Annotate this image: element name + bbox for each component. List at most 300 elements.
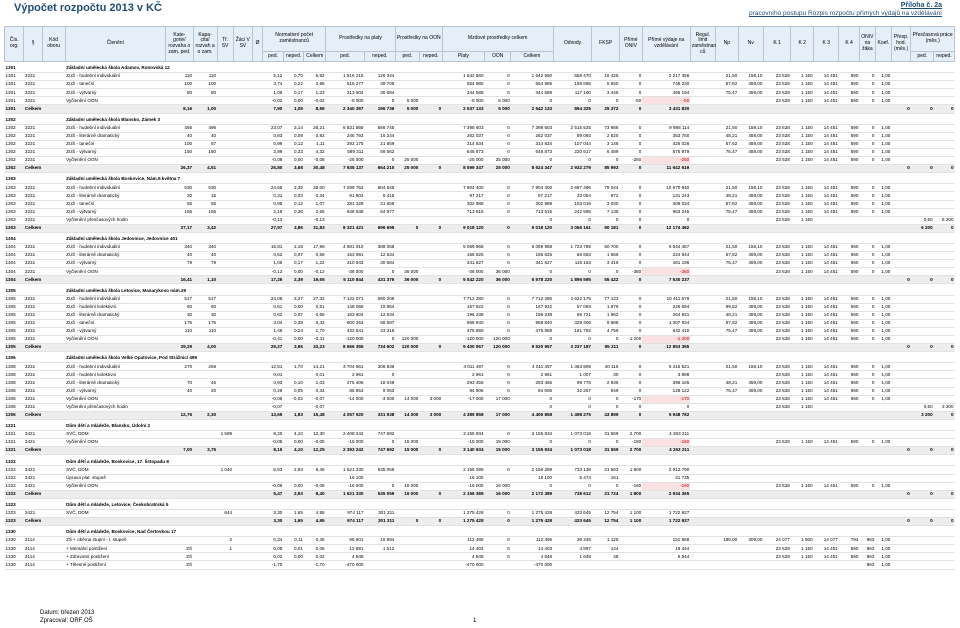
table-cell: 17,26	[263, 276, 284, 284]
table-cell	[364, 117, 395, 125]
table-cell	[42, 474, 65, 482]
table-cell: 107 044	[553, 140, 592, 148]
table-cell: 4 897	[553, 545, 592, 553]
table-cell: 16 000	[395, 490, 419, 498]
table-cell: 0,17	[283, 260, 304, 268]
table-cell: 0	[485, 311, 511, 319]
table-cell	[419, 403, 442, 411]
table-cell	[592, 65, 619, 73]
table-cell: 0	[619, 252, 642, 260]
table-cell: 0	[859, 395, 875, 403]
table-cell: 10 411 578	[642, 295, 690, 303]
table-cell	[715, 458, 738, 466]
table-cell: 0	[485, 517, 511, 525]
table-cell: -0,12	[304, 268, 326, 276]
table-cell: 900 253	[326, 319, 365, 327]
table-cell: 0	[511, 482, 553, 490]
table-cell	[891, 157, 910, 165]
table-cell	[193, 117, 217, 125]
table-cell: 302 988	[442, 200, 484, 208]
table-cell	[891, 466, 910, 474]
table-cell	[715, 65, 738, 73]
table-cell	[814, 224, 839, 232]
table-cell: 27,17	[166, 224, 193, 232]
table-cell: 3231	[24, 403, 42, 411]
table-cell: 1 516 216	[326, 73, 365, 81]
table-cell	[839, 344, 860, 352]
table-row	[5, 311, 955, 319]
table-cell: 648 538	[326, 208, 365, 216]
table-cell	[934, 482, 955, 490]
table-cell: 0,69	[304, 311, 326, 319]
table-cell: 14 077	[814, 537, 839, 545]
table-cell: 2 156 289	[511, 466, 553, 474]
table-cell: 57	[193, 140, 217, 148]
table-cell: 3,42	[304, 319, 326, 327]
table-cell	[814, 165, 839, 173]
table-cell: 8 666 355	[326, 344, 365, 352]
table-cell	[690, 132, 715, 140]
table-cell: 590	[839, 97, 860, 105]
table-cell	[193, 553, 217, 561]
table-cell	[738, 268, 763, 276]
table-cell: -150	[642, 439, 690, 447]
table-cell: 1,00	[875, 395, 891, 403]
table-cell	[690, 252, 715, 260]
table-cell	[42, 537, 65, 545]
table-cell	[791, 65, 814, 73]
table-cell	[217, 371, 233, 379]
table-cell: 1,00	[875, 140, 891, 148]
table-cell: 3421	[24, 482, 42, 490]
table-cell	[42, 371, 65, 379]
table-cell: 3 155 934	[511, 447, 553, 455]
table-cell	[193, 482, 217, 490]
table-cell	[217, 73, 233, 81]
table-cell	[619, 537, 642, 545]
table-cell	[252, 474, 262, 482]
table-cell: 0	[485, 200, 511, 208]
table-cell	[690, 458, 715, 466]
table-cell: 1 800	[791, 537, 814, 545]
table-cell: Základní umělecká škola Letovice, Masarykovo nám.29	[65, 287, 166, 295]
col-presc-neped: neped.	[934, 52, 955, 62]
table-cell: 1323	[5, 502, 24, 510]
table-cell: 12,25	[304, 447, 326, 455]
table-cell: 1304	[5, 276, 24, 284]
table-cell: ZŠ + oběma stupni - I. stupeň	[65, 537, 166, 545]
table-cell	[42, 276, 65, 284]
table-cell: 0	[419, 344, 442, 352]
table-cell	[934, 387, 955, 395]
table-cell	[42, 260, 65, 268]
table-cell: 48,21	[715, 379, 738, 387]
table-cell	[738, 276, 763, 284]
table-cell	[814, 458, 839, 466]
table-cell	[42, 431, 65, 439]
table-cell	[891, 236, 910, 244]
table-cell	[442, 502, 484, 510]
table-cell	[690, 387, 715, 395]
table-cell	[875, 165, 891, 173]
table-cell	[166, 371, 193, 379]
table-cell: 0	[859, 295, 875, 303]
table-cell: 1,05	[263, 260, 284, 268]
table-cell: 329 406	[553, 319, 592, 327]
table-cell: + Zdravotní postižení	[65, 553, 166, 561]
table-cell	[690, 466, 715, 474]
table-cell	[814, 423, 839, 431]
table-cell: 1 723 789	[553, 243, 592, 251]
table-cell	[364, 403, 395, 411]
table-cell	[934, 65, 955, 73]
table-cell: 48,21	[715, 132, 738, 140]
table-cell	[934, 561, 955, 569]
table-cell	[592, 287, 619, 295]
table-cell: 75,47	[715, 327, 738, 335]
table-cell	[252, 295, 262, 303]
table-cell: 3231	[24, 319, 42, 327]
col-koef: Koef.	[875, 27, 891, 62]
table-cell: 0	[619, 319, 642, 327]
annex-link[interactable]: Příloha č. 2a	[900, 2, 942, 9]
table-cell	[193, 216, 217, 224]
table-cell: 158,10	[738, 363, 763, 371]
table-cell	[395, 545, 419, 553]
table-cell	[252, 268, 262, 276]
table-cell	[738, 216, 763, 224]
table-cell: 14 451	[814, 192, 839, 200]
table-cell	[252, 124, 262, 132]
table-cell: 2,39	[283, 276, 304, 284]
table-cell	[252, 439, 262, 447]
table-cell: 0	[592, 403, 619, 411]
table-cell: -1 200	[642, 336, 690, 344]
table-cell: 9 988 114	[642, 124, 690, 132]
table-cell: 77 123	[592, 295, 619, 303]
table-cell	[65, 517, 166, 525]
table-cell	[763, 474, 790, 482]
table-cell	[839, 355, 860, 363]
table-row	[5, 395, 955, 403]
table-cell	[738, 355, 763, 363]
table-cell	[419, 545, 442, 553]
table-cell: 0,05	[283, 387, 304, 395]
table-cell	[642, 355, 690, 363]
table-cell: 0	[364, 439, 395, 447]
table-row	[5, 184, 955, 192]
table-cell: 0	[911, 517, 934, 525]
table-cell: 17 000	[485, 411, 511, 419]
table-cell: 14 451	[814, 311, 839, 319]
table-cell: 8,20	[263, 431, 284, 439]
table-cell	[193, 268, 217, 276]
table-cell	[738, 395, 763, 403]
table-cell: 0,93	[263, 379, 284, 387]
table-cell: -360	[619, 268, 642, 276]
table-cell: 0	[485, 148, 511, 156]
table-cell: 23 528	[763, 303, 790, 311]
table-cell: 2,55	[304, 208, 326, 216]
table-cell: 31,83	[304, 224, 326, 232]
col-oon-ped: ped.	[395, 52, 419, 62]
table-cell: 0,00	[283, 482, 304, 490]
table-cell	[934, 466, 955, 474]
table-cell	[934, 287, 955, 295]
page-number: 1	[473, 618, 477, 624]
table-cell: 0,70	[283, 73, 304, 81]
table-cell	[442, 216, 484, 224]
table-cell	[217, 529, 233, 537]
table-cell	[738, 105, 763, 113]
table-cell	[642, 236, 690, 244]
table-cell: 1 150	[791, 192, 814, 200]
table-cell	[690, 537, 715, 545]
table-cell: 0	[553, 482, 592, 490]
table-cell: -25 000	[326, 157, 365, 165]
table-cell	[233, 117, 252, 125]
table-cell: 974 117	[326, 509, 365, 517]
table-cell	[24, 529, 42, 537]
table-cell: 1 150	[791, 124, 814, 132]
table-cell: 0,07	[283, 311, 304, 319]
table-cell: 0	[364, 97, 395, 105]
total-row	[5, 447, 955, 455]
table-cell: 91 802	[326, 192, 365, 200]
table-cell	[326, 423, 365, 431]
table-cell	[395, 537, 419, 545]
table-cell	[859, 403, 875, 411]
table-cell	[217, 387, 233, 395]
table-cell	[791, 431, 814, 439]
table-cell	[738, 517, 763, 525]
table-cell	[891, 124, 910, 132]
table-cell: 25 000	[395, 157, 419, 165]
table-cell	[233, 411, 252, 419]
table-cell	[891, 379, 910, 387]
table-cell: ZUŠ - hudební kolektivní	[65, 303, 166, 311]
table-cell: 1 100	[619, 517, 642, 525]
table-cell: 0	[511, 216, 553, 224]
table-cell	[763, 466, 790, 474]
table-cell: 1 150	[791, 260, 814, 268]
table-cell	[715, 403, 738, 411]
table-cell: 16,41	[166, 276, 193, 284]
table-cell: 648 873	[442, 148, 484, 156]
table-cell: 30,48	[304, 165, 326, 173]
table-cell	[715, 517, 738, 525]
table-cell	[934, 236, 955, 244]
table-cell	[42, 502, 65, 510]
table-cell: 590	[839, 260, 860, 268]
table-cell: 1 100	[619, 509, 642, 517]
table-cell: -170	[642, 395, 690, 403]
table-cell	[442, 458, 484, 466]
table-cell: 0	[911, 165, 934, 173]
table-cell	[217, 157, 233, 165]
table-cell	[619, 287, 642, 295]
table-cell: 0	[419, 224, 442, 232]
table-cell	[859, 517, 875, 525]
table-cell: 30 684	[364, 89, 395, 97]
table-cell	[166, 458, 193, 466]
table-cell	[217, 287, 233, 295]
table-cell	[217, 439, 233, 447]
table-cell: 5,82	[304, 73, 326, 81]
table-cell: 1 962	[592, 311, 619, 319]
table-cell: 11 642 619	[642, 165, 690, 173]
table-cell	[690, 65, 715, 73]
table-cell: 21,50	[715, 73, 738, 81]
procedure-link[interactable]: pracovního postupu Rozpis rozpočtu přímých výdajů na vzdělávání	[749, 10, 942, 17]
table-cell	[442, 176, 484, 184]
table-cell: ZUŠ - výtvarný	[65, 387, 166, 395]
table-cell: 590	[839, 73, 860, 81]
table-row	[5, 252, 955, 260]
table-cell: 0	[395, 517, 419, 525]
table-cell	[934, 363, 955, 371]
table-cell: 340	[166, 243, 193, 251]
table-cell: 20	[193, 387, 217, 395]
table-cell: 3,68	[283, 165, 304, 173]
table-cell	[395, 327, 419, 335]
table-cell: -1,70	[263, 561, 284, 569]
table-cell: 590	[839, 89, 860, 97]
table-cell: 0	[859, 157, 875, 165]
table-cell: 3231	[24, 260, 42, 268]
table-cell: 128 122	[642, 387, 690, 395]
table-cell: 245 793	[326, 132, 365, 140]
table-cell	[738, 490, 763, 498]
table-cell	[419, 561, 442, 569]
table-cell: 0	[859, 148, 875, 156]
table-cell: -0,05	[304, 439, 326, 447]
table-cell: 3231	[24, 184, 42, 192]
table-cell: 968 840	[442, 319, 484, 327]
table-cell: 8,46	[304, 466, 326, 474]
table-cell	[419, 319, 442, 327]
table-cell: 1323	[5, 517, 24, 525]
table-cell: 0	[592, 439, 619, 447]
table-cell	[166, 482, 193, 490]
table-cell	[233, 431, 252, 439]
table-row	[5, 200, 955, 208]
table-cell	[839, 117, 860, 125]
table-cell	[911, 474, 934, 482]
table-cell	[304, 236, 326, 244]
table-cell: 0,00	[283, 336, 304, 344]
table-cell: 0	[485, 243, 511, 251]
document-title: Výpočet rozpočtu 2013 v KČ	[14, 2, 162, 14]
table-cell	[875, 411, 891, 419]
table-cell	[252, 395, 262, 403]
table-cell: 100	[166, 140, 193, 148]
table-cell	[166, 117, 193, 125]
table-cell	[263, 458, 284, 466]
col-platy-neped: neped.	[364, 52, 395, 62]
table-cell: 0,34	[304, 387, 326, 395]
table-cell	[511, 287, 553, 295]
table-cell: Základní umělecká škola Jedovnice, Jedovnice 401	[65, 236, 166, 244]
table-cell	[814, 490, 839, 498]
table-cell: 3 200	[934, 403, 955, 411]
table-cell	[326, 355, 365, 363]
table-cell: 974 117	[326, 517, 365, 525]
table-cell	[395, 200, 419, 208]
table-cell	[233, 192, 252, 200]
table-cell	[42, 517, 65, 525]
table-cell: 126 344	[364, 73, 395, 81]
table-cell	[911, 184, 934, 192]
table-cell: 644	[217, 509, 233, 517]
table-cell	[839, 411, 860, 419]
table-cell: Celkem	[24, 165, 42, 173]
table-cell: 4 263 211	[642, 431, 690, 439]
table-cell: 14 451	[814, 260, 839, 268]
table-cell	[934, 303, 955, 311]
table-cell: 0	[619, 105, 642, 113]
table-cell: 14 451	[814, 132, 839, 140]
table-cell: 4 759	[592, 327, 619, 335]
table-cell: 0	[859, 439, 875, 447]
table-cell	[839, 276, 860, 284]
table-cell	[738, 466, 763, 474]
table-cell: 0	[364, 371, 395, 379]
table-cell	[738, 423, 763, 431]
total-row	[5, 411, 955, 419]
table-cell	[715, 224, 738, 232]
table-cell: 0	[395, 224, 419, 232]
table-cell	[592, 117, 619, 125]
table-cell: ZUŠ - výtvarný	[65, 208, 166, 216]
table-cell: Základní umělecká škola Adamov, Ronovská 12	[65, 65, 166, 73]
table-cell: Celkem	[24, 411, 42, 419]
table-cell: 1,06	[263, 89, 284, 97]
table-cell	[738, 336, 763, 344]
table-cell: 8 321 421	[326, 224, 365, 232]
table-cell: ZUŠ - literárně dramatický	[65, 311, 166, 319]
table-cell: 459,00	[738, 303, 763, 311]
table-cell: 3 155 934	[511, 431, 553, 439]
table-cell	[859, 431, 875, 439]
table-cell: SVČ, DDM	[65, 509, 166, 517]
table-cell	[419, 148, 442, 156]
table-cell: 30 684	[364, 260, 395, 268]
table-cell	[763, 423, 790, 431]
table-cell	[839, 236, 860, 244]
table-cell: 1,00	[875, 295, 891, 303]
table-cell	[891, 176, 910, 184]
table-cell: 0	[553, 157, 592, 165]
table-cell: 734 602	[364, 344, 395, 352]
table-cell: 293 455	[442, 379, 484, 387]
table-cell: 79	[166, 260, 193, 268]
table-cell	[326, 403, 365, 411]
table-cell	[690, 105, 715, 113]
table-cell: 13,65	[263, 411, 284, 419]
table-cell: 48,21	[715, 192, 738, 200]
table-cell: 1303	[5, 176, 24, 184]
table-cell: 1,00	[875, 336, 891, 344]
table-cell: 0	[619, 224, 642, 232]
table-cell: -120 000	[326, 336, 365, 344]
table-cell: 713 515	[442, 208, 484, 216]
table-cell: 14 451	[814, 545, 839, 553]
table-cell	[252, 140, 262, 148]
table-cell: 29,27	[263, 344, 284, 352]
table-cell: 5 000	[395, 105, 419, 113]
table-cell	[283, 423, 304, 431]
